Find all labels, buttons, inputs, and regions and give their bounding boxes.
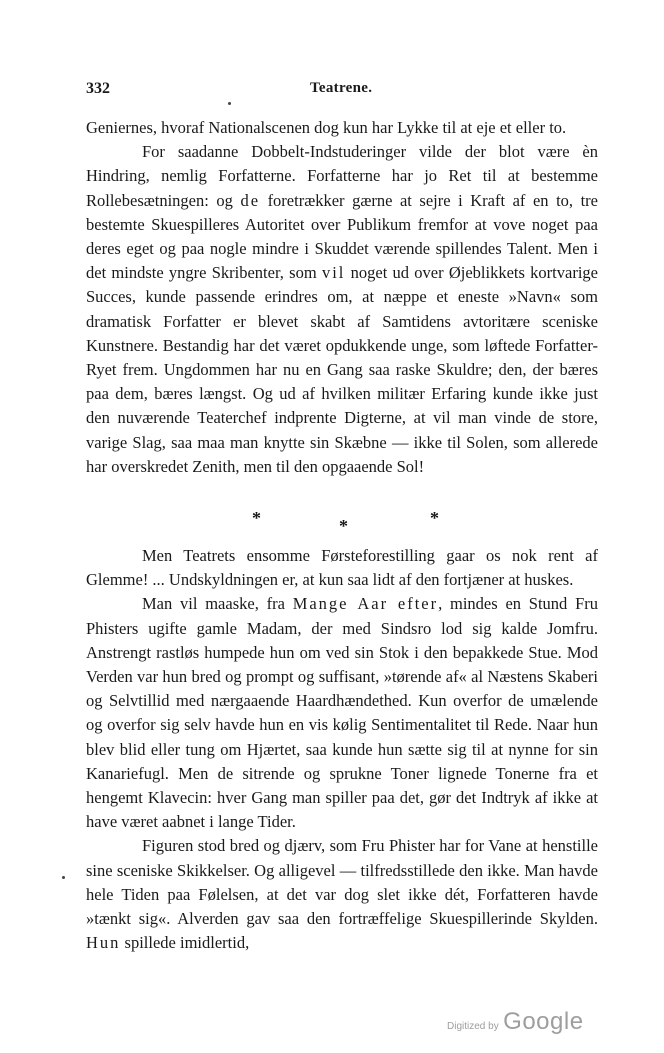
running-title: Teatrene. (310, 80, 373, 96)
paragraph-continuation: Geniernes, hvoraf Nationalscenen dog kun har Lykke til at eje et eller to. (86, 118, 567, 137)
page-number: 332 (86, 80, 110, 97)
watermark-prefix: Digitized by (447, 1021, 499, 1032)
print-speck (228, 102, 231, 105)
text-run: noget ud over Øjeblikkets kortvarige Succes, kunde passende erindres om, at næppe et eneste »Navn« som dramatisk Forfatter er blevet skabt af Samtidens avtoritære sceniske Kunstnere. Bestandig har det været opdukkende unge, som løftede Forfatter-Ryet frem. Ungdommen har nu en Gang saa raske Skuldre; den, der bæres paa dem, bæres længst. Og ud af hvilken militær Erfaring kunde ikke just den nuværende Teaterchef indprente Digterne, at vil man vinde de store, varige Slag, saa maa man knytte sin Skæbne — ikke til Solen, som allerede har overskredet Zenith, men til den opgaaende Sol! (86, 263, 598, 476)
paragraph (86, 834, 598, 955)
paragraph: Men Teatrets ensomme Førsteforestilling gaar os nok rent af Glemme! ... Undskyldningen er, at kun saa lidt af den fortjæner at huskes. (86, 546, 598, 590)
emphasized-text: Hun (86, 933, 121, 953)
emphasized-text: Mange Aar efter (292, 594, 439, 614)
text-run: , mindes en Stund Fru Phisters ugifte gamle Madam, der med Sindsro lod sig kalde Jomfru. Anstrengt rastløs humpede hun om ved sin Stok i den bepakkede Stue. Mod Verden var hun bred og prompt og suffisant, »tørende af« al Næstens Skaberi og Selvtillid med nærgaaende Haardhændethed. Kun overfor de umælende og overfor sig selv havde hun en vis kølig Sentimentalitet til Rede. Naar hun blev blid eller tung om Hjærtet, saa kunde hun sætte sig til at nynne for sin Kanariefugl. Men de sitrende og sprukne Toner lignede Tonerne fra et hengemt Klavecin: hver Gang man spiller paa det, gør det Indtryk af ikke at have været aabnet i lange Tider. (86, 594, 599, 832)
text-run: Man vil maaske, fra (142, 594, 293, 614)
print-speck (62, 876, 65, 879)
paragraph (86, 592, 598, 834)
google-logo: Google (503, 1008, 584, 1035)
text-section-1 (86, 116, 598, 479)
asterism-star: * (252, 508, 261, 528)
paragraph (86, 140, 598, 479)
asterism-star: * (339, 516, 348, 536)
text-run: foretrækker gærne at sejre i Kraft af en to, tre bestemte Skuespilleres Autoritet over Publikum fremfor at vove noget paa deres eget og paa nogle mindre i Skuddet værende spillendes Talent. Men i det mindste yngre Skribenter, som (86, 190, 599, 283)
emphasized-text: vil (321, 263, 346, 283)
emphasized-text: de (240, 190, 261, 210)
text-run: spillede imidlertid, (120, 933, 250, 953)
text-run: Figuren stod bred og djærv, som Fru Phister har for Vane at henstille sine sceniske Skikkelser. Og alligevel — tilfredsstillede den ikke. Man havde hele Tiden paa Følelsen, at det var dog slet ikke dét, Forfatteren havde »tænkt sig«. Alverden gav saa den fortræffelige Skuespillerinde Skylden. (86, 836, 598, 929)
asterism-star: * (430, 508, 439, 528)
digitized-watermark (447, 1008, 584, 1036)
text-run: For saadanne Dobbelt-Indstuderinger vilde der blot være èn Hindring, nemlig Forfatterne. Forfatterne har jo Ret til at bestemme Rollebesætningen: og (86, 142, 598, 210)
text-section-2 (86, 544, 598, 955)
